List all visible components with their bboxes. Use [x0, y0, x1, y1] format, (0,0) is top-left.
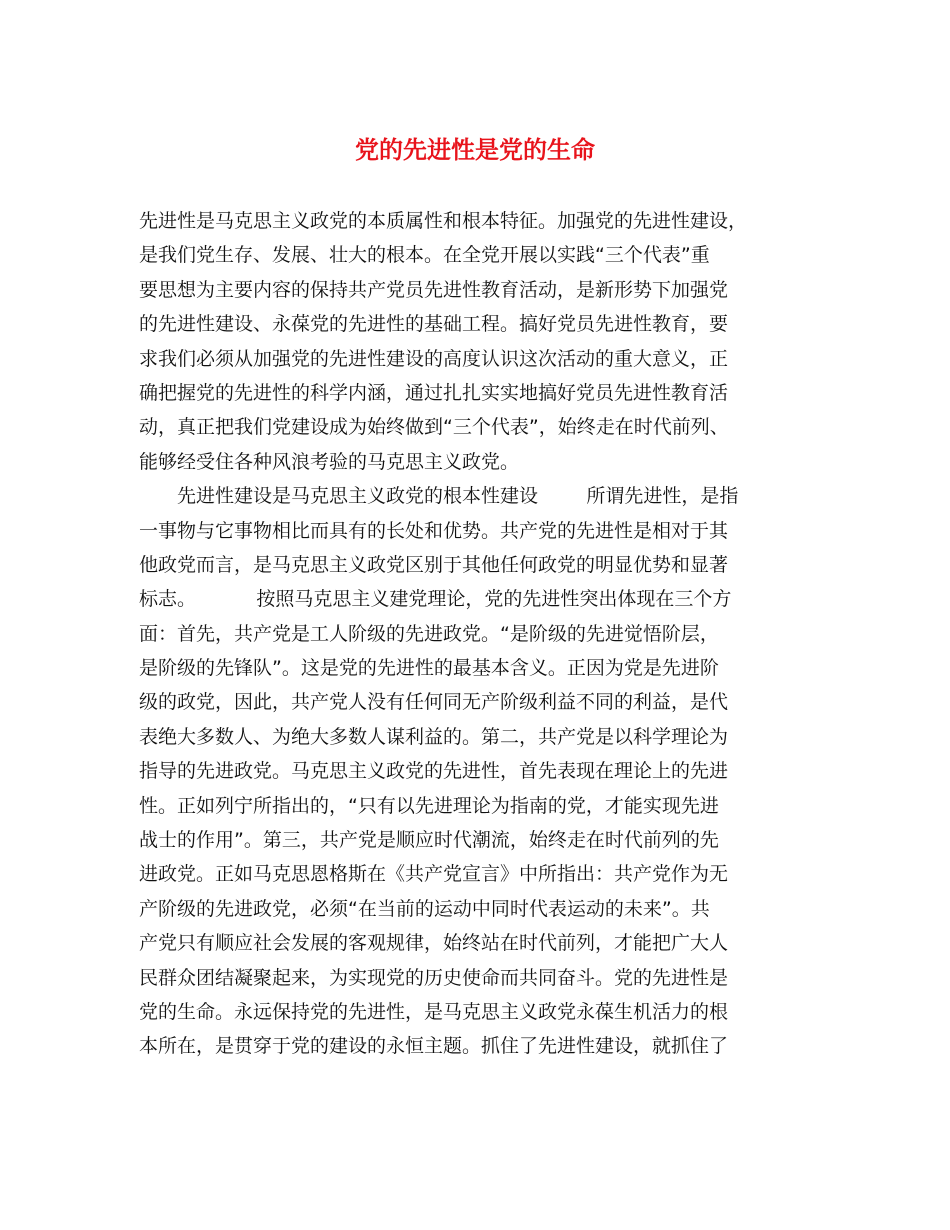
text-line: 动，真正把我们党建设成为始终做到“三个代表”，始终走在时代前列、: [139, 416, 729, 439]
text-line: 产党只有顺应社会发展的客观规律，始终站在时代前列，才能把广大人: [139, 932, 729, 955]
text-line: 表绝大多数人、为绝大多数人谋利益的。第二，共产党是以科学理论为: [139, 725, 729, 748]
text-line: 民群众团结凝聚起来，为实现党的历史使命而共同奋斗。党的先进性是: [139, 966, 729, 989]
text-line: 进政党。正如马克思恩格斯在《共产党宣言》中所指出：共产党作为无: [139, 863, 729, 886]
text-line: 战士的作用”。第三，共产党是顺应时代潮流，始终走在时代前列的先: [139, 829, 719, 852]
text-line: 一事物与它事物相比而具有的长处和优势。共产党的先进性是相对于其: [139, 519, 729, 542]
text-line: 是我们党生存、发展、壮大的根本。在全党开展以实践“三个代表”重: [139, 244, 710, 267]
document-title: 党的先进性是党的生命: [355, 135, 595, 164]
text-line: 党的生命。永远保持党的先进性，是马克思主义政党永葆生机活力的根: [139, 1000, 729, 1023]
text-line: 先进性是马克思主义政党的本质属性和根本特征。加强党的先进性建设，: [139, 210, 748, 232]
text-line: 先进性建设是马克思主义政党的根本性建设 所谓先进性，是指: [177, 485, 739, 508]
text-line: 他政党而言，是马克思主义政党区别于其他任何政党的明显优势和显著: [139, 553, 729, 576]
text-line: 本所在，是贯穿于党的建设的永恒主题。抓住了先进性建设，就抓住了: [139, 1035, 729, 1058]
text-line: 要思想为主要内容的保持共产党员先进性教育活动，是新形势下加强党: [139, 278, 729, 301]
text-line: 标志。 按照马克思主义建党理论，党的先进性突出体现在三个方: [139, 588, 732, 611]
text-line: 求我们必须从加强党的先进性建设的高度认识这次活动的重大意义，正: [139, 347, 729, 370]
text-line: 级的政党，因此，共产党人没有任何同无产阶级利益不同的利益，是代: [139, 691, 729, 714]
text-line: 产阶级的先进政党，必须“在当前的运动中同时代表运动的未来”。共: [139, 897, 710, 920]
text-line: 确把握党的先进性的科学内涵，通过扎扎实实地搞好党员先进性教育活: [139, 381, 729, 404]
text-line: 能够经受住各种风浪考验的马克思主义政党。: [139, 450, 520, 473]
document-body: [139, 204, 829, 1064]
text-line: 指导的先进政党。马克思主义政党的先进性，首先表现在理论上的先进: [139, 760, 729, 783]
text-line: 面：首先，共产党是工人阶级的先进政党。“是阶级的先进觉悟阶层，: [139, 622, 719, 645]
text-line: 性。正如列宁所指出的，“只有以先进理论为指南的党，才能实现先进: [139, 794, 719, 817]
text-line: 是阶级的先锋队”。这是党的先进性的最基本含义。正因为党是先进阶: [139, 657, 719, 680]
text-line: 的先进性建设、永葆党的先进性的基础工程。搞好党员先进性教育，要: [139, 313, 729, 336]
